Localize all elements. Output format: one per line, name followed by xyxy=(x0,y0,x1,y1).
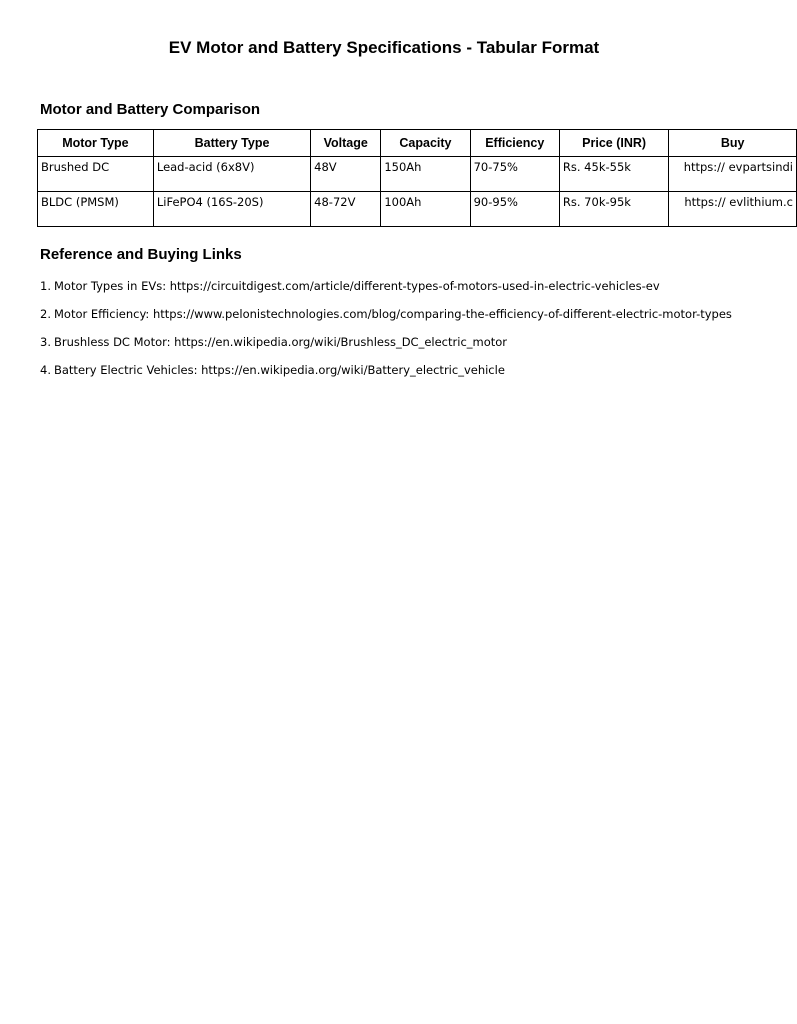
reference-list xyxy=(40,279,768,391)
comparison-table-container xyxy=(37,129,793,227)
comparison-table xyxy=(37,129,797,227)
page-title: EV Motor and Battery Specifications - Tabular Format xyxy=(168,38,600,57)
column-header-voltage: Voltage xyxy=(311,130,381,157)
section-heading-comparison: Motor and Battery Comparison xyxy=(40,101,261,118)
list-item[interactable] xyxy=(40,279,768,307)
table-row xyxy=(38,192,797,227)
column-header-efficiency: Efficiency xyxy=(470,130,559,157)
column-header-price: Price (INR) xyxy=(559,130,668,157)
list-item-number: 3. xyxy=(40,335,51,349)
section-heading-references: Reference and Buying Links xyxy=(40,246,242,263)
cell-buy-link[interactable]: https:// evlithium.c xyxy=(669,192,797,227)
cell-voltage: 48V xyxy=(311,157,381,192)
list-item-text: Brushless DC Motor: https://en.wikipedia.org/wiki/Brushless_DC_electric_motor xyxy=(53,335,508,349)
list-item-number: 4. xyxy=(40,363,51,377)
cell-voltage: 48-72V xyxy=(311,192,381,227)
column-header-capacity: Capacity xyxy=(381,130,470,157)
column-header-buy: Buy xyxy=(669,130,797,157)
cell-battery-type: Lead-acid (6x8V) xyxy=(153,157,310,192)
table-header-row xyxy=(38,130,797,157)
list-item-text: Motor Efficiency: https://www.pelonistechnologies.com/blog/comparing-the-efficiency-of-different-electric-motor-types xyxy=(53,307,732,321)
column-header-motor-type: Motor Type xyxy=(38,130,154,157)
list-item[interactable] xyxy=(40,307,768,335)
list-item-text: Battery Electric Vehicles: https://en.wikipedia.org/wiki/Battery_electric_vehicle xyxy=(53,363,505,377)
column-header-battery-type: Battery Type xyxy=(153,130,310,157)
cell-price: Rs. 45k-55k xyxy=(559,157,668,192)
list-item[interactable] xyxy=(40,335,768,363)
list-item[interactable] xyxy=(40,363,768,391)
cell-price: Rs. 70k-95k xyxy=(559,192,668,227)
table-row xyxy=(38,157,797,192)
cell-efficiency: 70-75% xyxy=(470,157,559,192)
list-item-number: 1. xyxy=(40,279,51,293)
cell-buy-link[interactable]: https:// evpartsindi xyxy=(669,157,797,192)
list-item-text: Motor Types in EVs: https://circuitdigest.com/article/different-types-of-motors-used-in-electric-vehicles-ev xyxy=(53,279,660,293)
list-item-number: 2. xyxy=(40,307,51,321)
cell-capacity: 150Ah xyxy=(381,157,470,192)
cell-motor-type: BLDC (PMSM) xyxy=(38,192,154,227)
cell-capacity: 100Ah xyxy=(381,192,470,227)
cell-efficiency: 90-95% xyxy=(470,192,559,227)
cell-battery-type: LiFePO4 (16S-20S) xyxy=(153,192,310,227)
cell-motor-type: Brushed DC xyxy=(38,157,154,192)
